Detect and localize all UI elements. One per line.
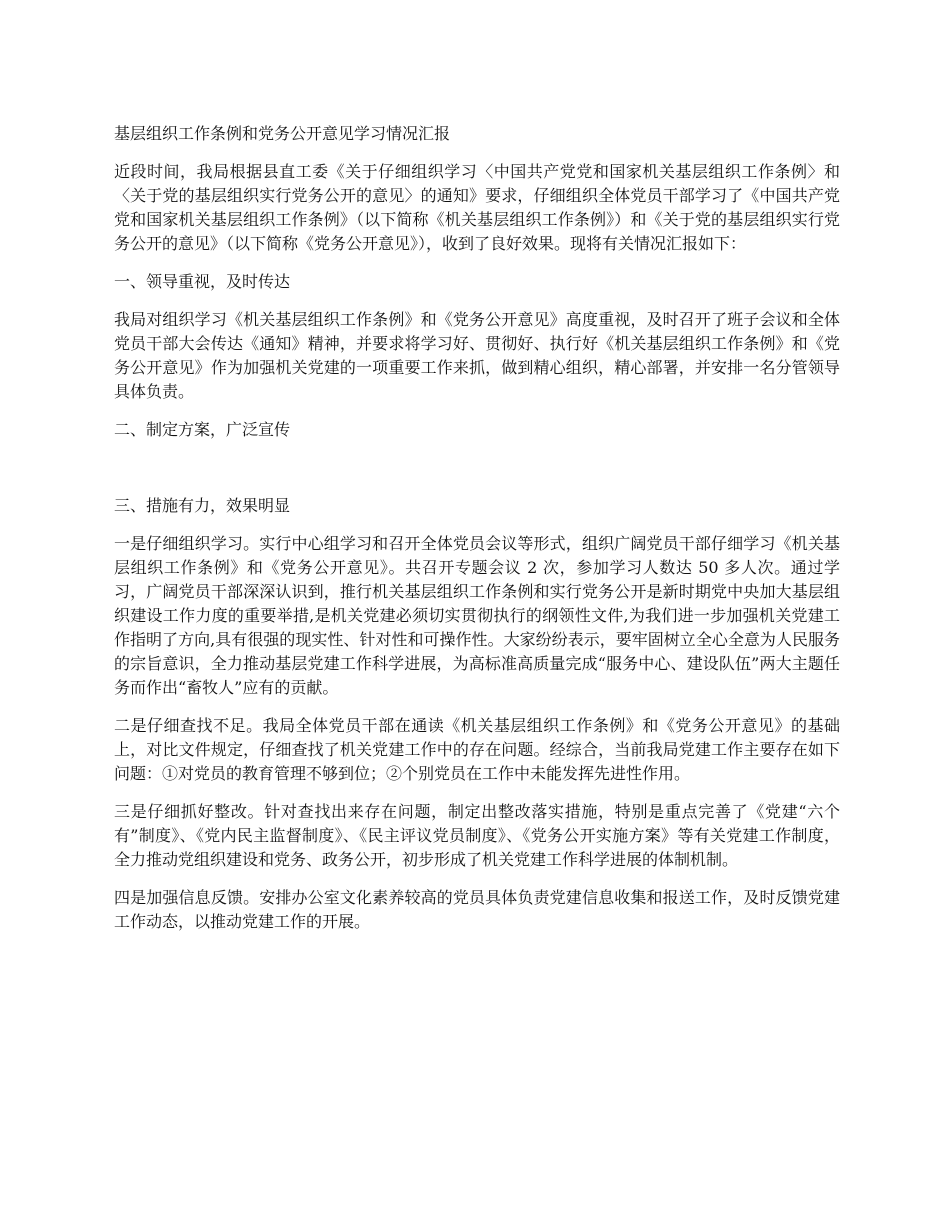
- section-heading-1: 一、领导重视，及时传达: [114, 272, 291, 291]
- section3-paragraph-1: 一是仔细组织学习。实行中心组学习和召开全体党员会议等形式，组织广阔党员干部仔细学习《机关基层组织工作条例》和《党务公开意见》。共召开专题会议 2 次，参加学习人数达 50 多人次。通过学习，广阔党员干部深深认识到，推行机关基层组织工作条例和实行党务公开是新时期党中央加大基层组织建设工作力度的重要举措,是机关党建必须切实贯彻执行的纲领性文件,为我们进一步加强机关党建工作指明了方向,具有很强的现实性、针对性和可操作性。大家纷纷表示，要牢固树立全心全意为人民服务的宗旨意识，全力推动基层党建工作科学进展，为高标准高质量完成“服务中心、建设队伍”两大主题任务而作出“畜牧人”应有的贡献。: [114, 534, 840, 697]
- section3-paragraph-2: 二是仔细查找不足。我局全体党员干部在通读《机关基层组织工作条例》和《党务公开意见》的基础上，对比文件规定，仔细查找了机关党建工作中的存在问题。经综合，当前我局党建工作主要存在如下问题：①对党员的教育管理不够到位；②个别党员在工作中未能发挥先进性作用。: [114, 716, 840, 783]
- section1-paragraph: 我局对组织学习《机关基层组织工作条例》和《党务公开意见》高度重视，及时召开了班子会议和全体党员干部大会传达《通知》精神，并要求将学习好、贯彻好、执行好《机关基层组织工作条例》和《党务公开意见》作为加强机关党建的一项重要工作来抓，做到精心组织，精心部署，并安排一名分管领导具体负责。: [114, 310, 840, 401]
- intro-paragraph: 近段时间，我局根据县直工委《关于仔细组织学习〈中国共产党党和国家机关基层组织工作条例〉和〈关于党的基层组织实行党务公开的意见〉的通知》要求，仔细组织全体党员干部学习了《中国共产党党和国家机关基层组织工作条例》（以下简称《机关基层组织工作条例》）和《关于党的基层组织实行党务公开的意见》（以下简称《党务公开意见》），收到了良好效果。现将有关情况汇报如下：: [114, 162, 840, 253]
- section3-paragraph-3: 三是仔细抓好整改。针对查找出来存在问题，制定出整改落实措施，特别是重点完善了《党建“六个有”制度》、《党内民主监督制度》、《民主评议党员制度》、《党务公开实施方案》等有关党建工作制度，全力推动党组织建设和党务、政务公开，初步形成了机关党建工作科学进展的体制机制。: [114, 802, 840, 869]
- section-heading-2: 二、制定方案，广泛宣传: [114, 420, 291, 439]
- blank-gap: [114, 456, 840, 494]
- document-title: 基层组织工作条例和党务公开意见学习情况汇报: [114, 124, 451, 143]
- section3-paragraph-4: 四是加强信息反馈。安排办公室文化素养较高的党员具体负责党建信息收集和报送工作，及时反馈党建工作动态，以推动党建工作的开展。: [114, 888, 840, 931]
- section-heading-3: 三、措施有力，效果明显: [114, 496, 291, 515]
- document-page: [114, 122, 840, 948]
